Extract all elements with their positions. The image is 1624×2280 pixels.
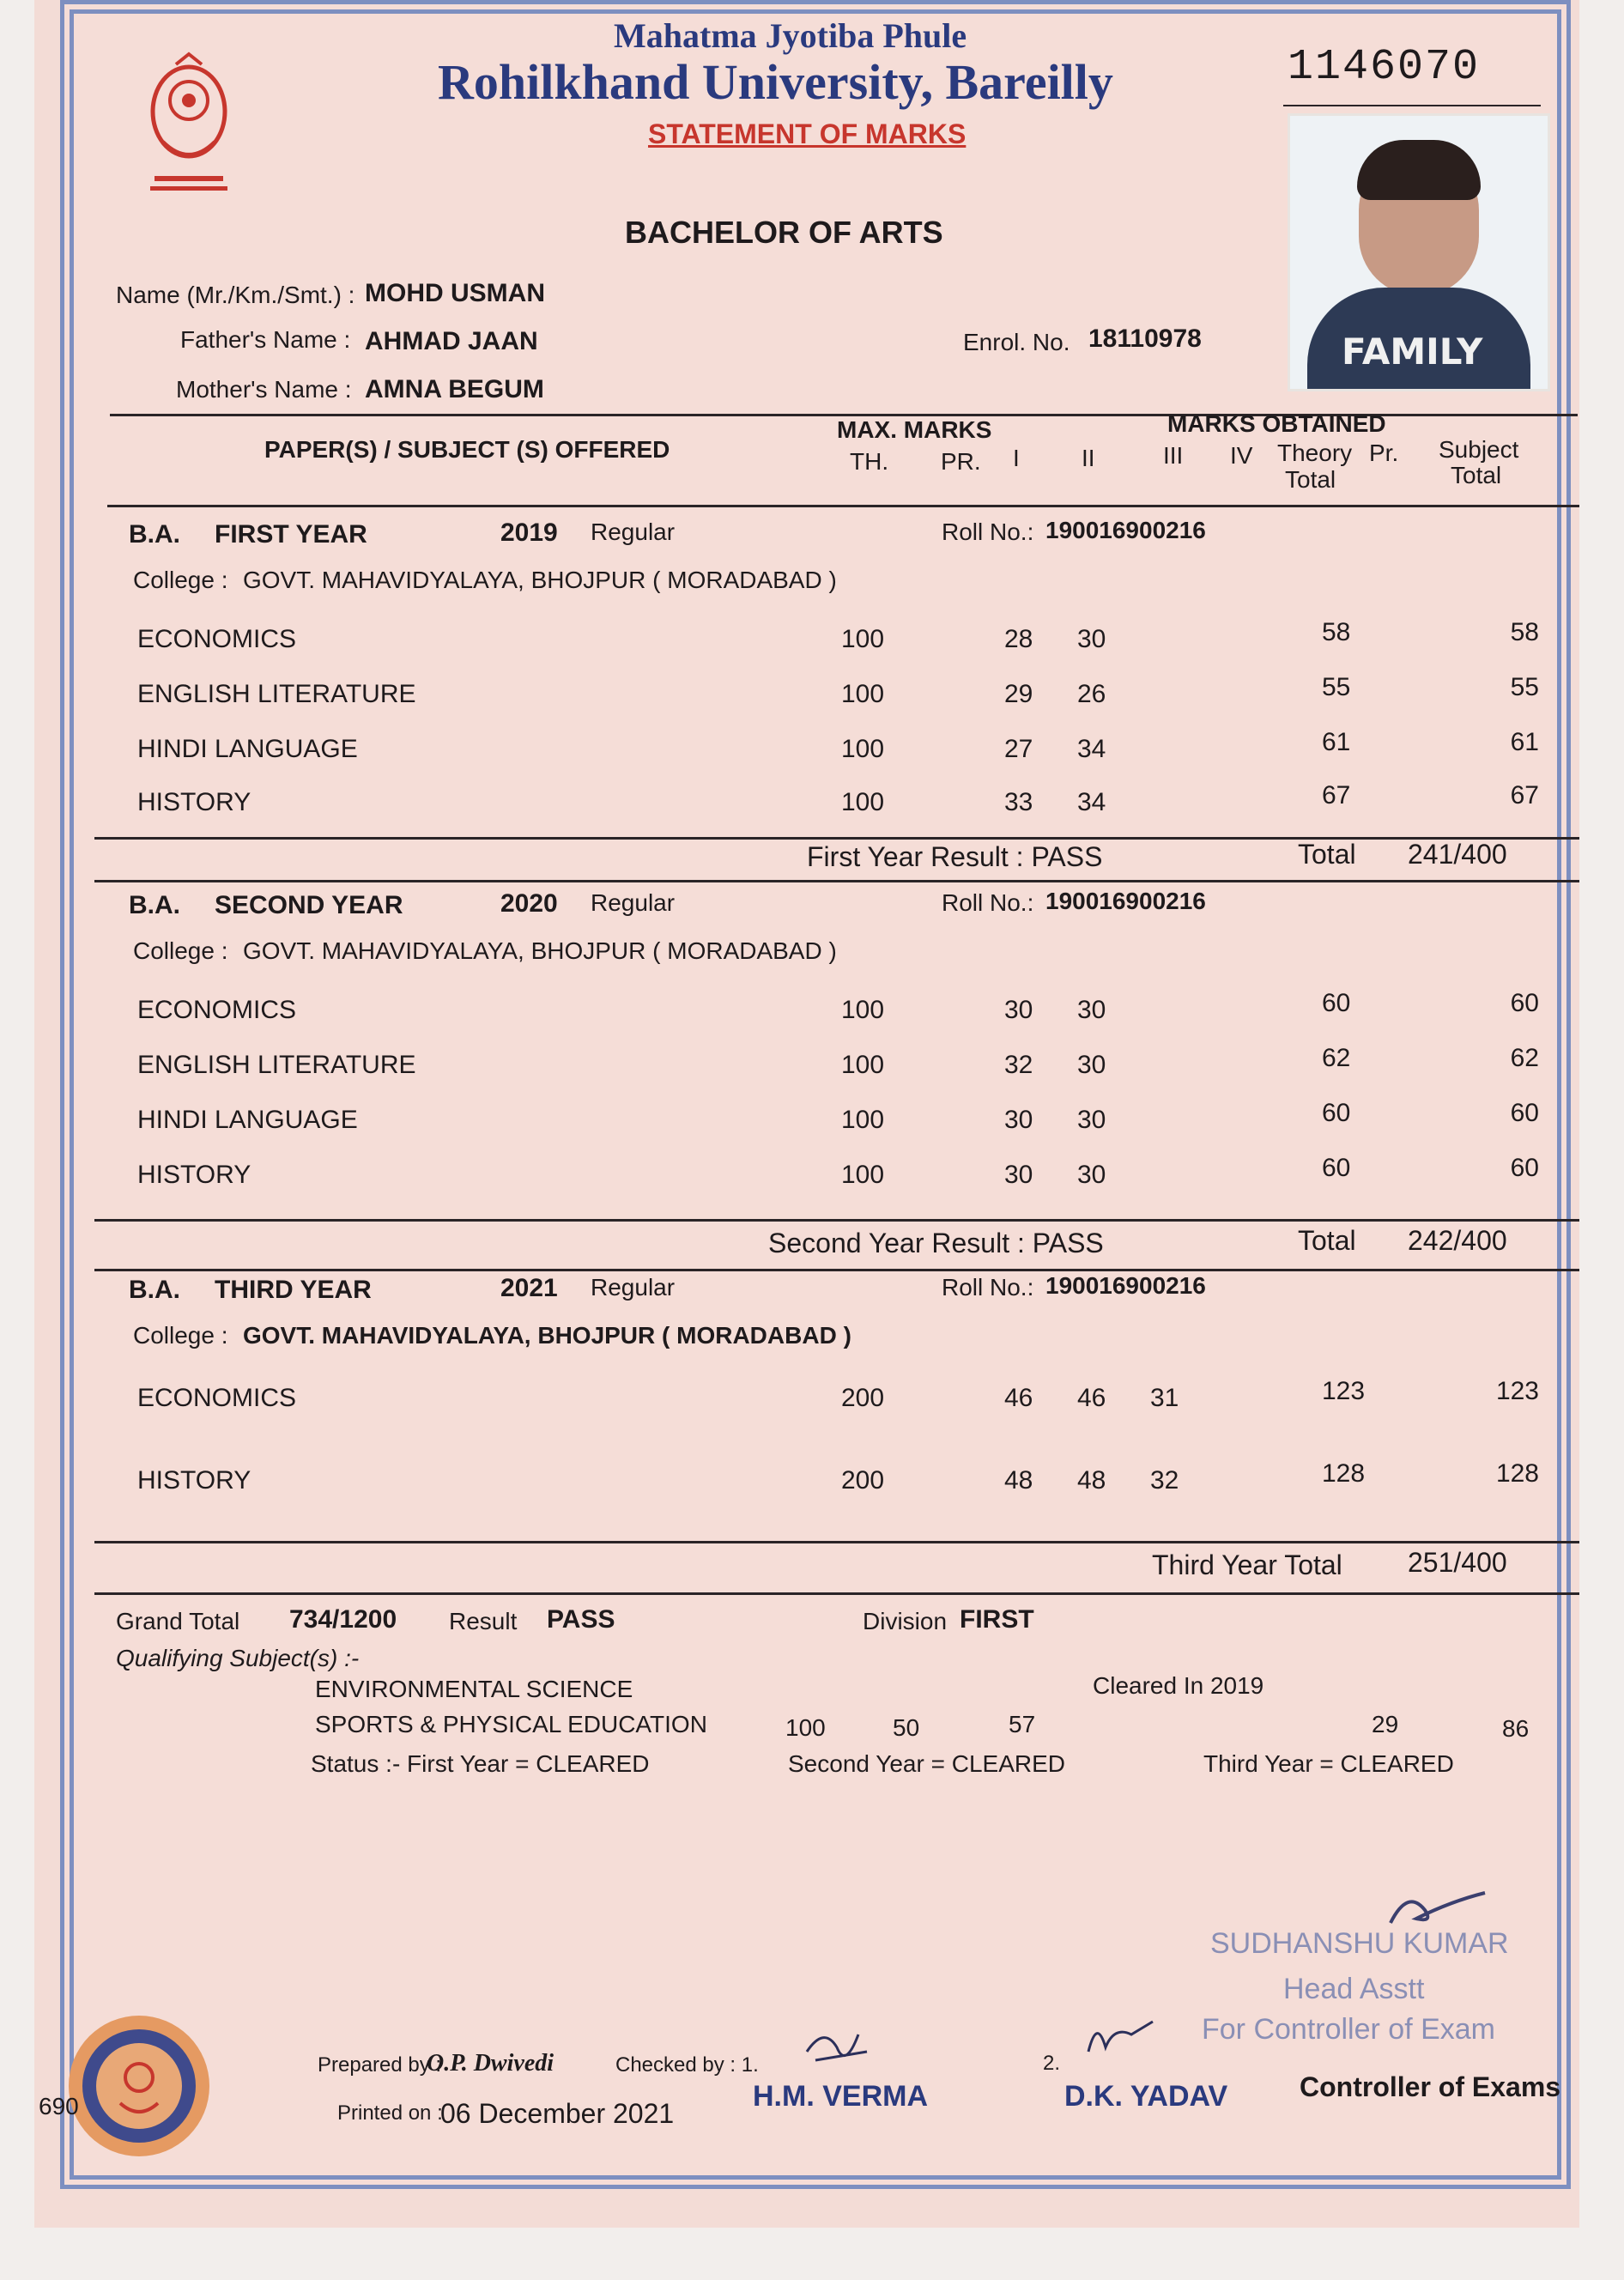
subject-mark-i: 33 — [1004, 788, 1033, 816]
subject-max: 100 — [841, 735, 885, 763]
mother-label: Mother's Name : — [176, 376, 352, 403]
subject-mark-i: 29 — [1004, 680, 1033, 708]
subject-max: 100 — [841, 1161, 885, 1189]
college-name: GOVT. MAHAVIDYALAYA, BHOJPUR ( MORADABAD ) — [243, 1322, 851, 1349]
q2-marks-c: 29 — [1372, 1711, 1399, 1737]
subject-theory-total: 67 — [1322, 781, 1351, 810]
checker-2-number: 2. — [1043, 2052, 1061, 2075]
subject-theory-total: 58 — [1322, 618, 1351, 646]
roll-number: 190016900216 — [1045, 888, 1206, 914]
stamp-office: For Controller of Exam — [1202, 2013, 1495, 2046]
subject-mark-i: 28 — [1004, 625, 1033, 653]
subject-mark-i: 48 — [1004, 1466, 1033, 1495]
year-course: B.A. — [129, 520, 180, 549]
stamp-name: SUDHANSHU KUMAR — [1210, 1927, 1509, 1960]
section-rule — [94, 837, 1579, 840]
subject-max: 100 — [841, 996, 885, 1024]
roll-number: 190016900216 — [1045, 1272, 1206, 1299]
year-total-label: Total — [1298, 839, 1356, 870]
subject-mark-ii: 30 — [1077, 996, 1106, 1024]
university-name: Rohilkhand University, Bareilly — [438, 54, 1113, 110]
roll-label: Roll No.: — [942, 518, 1034, 545]
printed-date: 06 December 2021 — [440, 2098, 675, 2129]
controller-of-exams: Controller of Exams — [1300, 2071, 1561, 2102]
subject-mark-ii: 30 — [1077, 1161, 1106, 1189]
serial-number: 1146070 — [1288, 43, 1481, 92]
college-label: College : — [133, 937, 228, 964]
university-logo-icon — [133, 47, 245, 197]
year-total-label: Total — [1298, 1225, 1356, 1256]
qualifying-label: Qualifying Subject(s) :- — [116, 1645, 360, 1671]
subject-mark-ii: 48 — [1077, 1466, 1106, 1495]
subject-name: HISTORY — [137, 1466, 251, 1495]
subject-mark-i: 30 — [1004, 996, 1033, 1024]
subject-total: 67 — [1510, 781, 1539, 810]
subject-name: ENGLISH LITERATURE — [137, 1051, 416, 1079]
father-name: AHMAD JAAN — [365, 327, 538, 355]
year-total: 242/400 — [1408, 1225, 1507, 1256]
col-ii: II — [1082, 445, 1095, 471]
q2-marks-a: 50 — [893, 1714, 920, 1741]
qualifying-1-cleared: Cleared In 2019 — [1093, 1672, 1264, 1699]
year-session: 2020 — [500, 889, 558, 918]
grand-total-label: Grand Total — [116, 1608, 240, 1634]
enrol-number: 18110978 — [1088, 324, 1202, 353]
year-name: SECOND YEAR — [215, 891, 403, 919]
status-first-year: Status :- First Year = CLEARED — [311, 1750, 650, 1777]
subject-total: 61 — [1510, 728, 1539, 756]
mother-name: AMNA BEGUM — [365, 375, 544, 403]
subject-name: ECONOMICS — [137, 996, 297, 1024]
checker-1: H.M. VERMA — [753, 2080, 928, 2113]
col-i: I — [1013, 445, 1020, 471]
subject-theory-total: 123 — [1322, 1377, 1366, 1405]
prepared-label: Prepared by : — [318, 2053, 442, 2077]
col-max-marks: MAX. MARKS — [837, 416, 992, 443]
college-name: GOVT. MAHAVIDYALAYA, BHOJPUR ( MORADABAD ) — [243, 567, 837, 593]
year-result: Second Year Result : PASS — [768, 1228, 1104, 1258]
roll-label: Roll No.: — [942, 889, 1034, 916]
document-title: STATEMENT OF MARKS — [648, 118, 967, 149]
result-label: Result — [449, 1608, 518, 1634]
subject-theory-total: 55 — [1322, 673, 1351, 701]
year-result: Third Year Total — [1152, 1549, 1342, 1580]
degree-title: BACHELOR OF ARTS — [625, 215, 943, 250]
subject-name: HISTORY — [137, 1161, 251, 1189]
year-result: First Year Result : PASS — [807, 841, 1103, 872]
subject-total: 58 — [1510, 618, 1539, 646]
qualifying-subject-2: SPORTS & PHYSICAL EDUCATION — [315, 1711, 707, 1737]
subject-theory-total: 60 — [1322, 1099, 1351, 1127]
enrol-label: Enrol. No. — [963, 329, 1070, 355]
subject-max: 100 — [841, 1051, 885, 1079]
roll-number: 190016900216 — [1045, 517, 1206, 543]
father-label: Father's Name : — [180, 326, 351, 353]
university-seal-icon — [62, 2009, 216, 2163]
subject-name: HINDI LANGUAGE — [137, 1106, 358, 1134]
subject-theory-total: 128 — [1322, 1459, 1366, 1488]
subject-mark-ii: 30 — [1077, 1106, 1106, 1134]
col-theory-total: Total — [1285, 466, 1336, 493]
roll-label: Roll No.: — [942, 1274, 1034, 1301]
subject-mark-ii: 26 — [1077, 680, 1106, 708]
header-line1: Mahatma Jyotiba Phule — [614, 16, 967, 55]
section-rule — [94, 1269, 1579, 1271]
subject-mark-iii: 32 — [1150, 1466, 1179, 1495]
subject-mark-i: 30 — [1004, 1106, 1033, 1134]
section-rule — [94, 880, 1579, 882]
year-total: 241/400 — [1408, 839, 1507, 870]
col-subject: Subject — [1439, 436, 1519, 463]
stamp-designation: Head Asstt — [1283, 1973, 1425, 2005]
name-label: Name (Mr./Km./Smt.) : — [116, 282, 355, 308]
year-session: 2019 — [500, 518, 558, 547]
subject-mark-ii: 30 — [1077, 1051, 1106, 1079]
subject-total: 60 — [1510, 989, 1539, 1017]
col-theory: Theory — [1277, 440, 1353, 466]
subject-total: 55 — [1510, 673, 1539, 701]
subject-total: 60 — [1510, 1154, 1539, 1182]
subject-name: ECONOMICS — [137, 1384, 297, 1412]
col-subject-total: Total — [1451, 462, 1502, 488]
q2-marks-d: 86 — [1502, 1715, 1530, 1742]
q2-max: 100 — [785, 1714, 826, 1741]
subject-max: 200 — [841, 1466, 885, 1495]
subject-theory-total: 60 — [1322, 989, 1351, 1017]
subject-name: ECONOMICS — [137, 625, 297, 653]
col-iv: IV — [1230, 442, 1253, 469]
subject-name: HINDI LANGUAGE — [137, 735, 358, 763]
subject-max: 100 — [841, 1106, 885, 1134]
subject-mark-iii: 31 — [1150, 1384, 1179, 1412]
year-course: B.A. — [129, 891, 180, 919]
year-mode: Regular — [591, 518, 676, 545]
section-rule — [94, 1219, 1579, 1222]
printed-label: Printed on : — [337, 2101, 443, 2125]
year-mode: Regular — [591, 1274, 676, 1301]
prepared-by: O.P. Dwivedi — [427, 2050, 554, 2077]
subject-total: 123 — [1495, 1377, 1539, 1405]
subject-theory-total: 60 — [1322, 1154, 1351, 1182]
division: FIRST — [960, 1605, 1034, 1634]
subject-mark-ii: 34 — [1077, 788, 1106, 816]
subject-max: 200 — [841, 1384, 885, 1412]
final-result: PASS — [547, 1605, 615, 1634]
verma-signature-icon — [798, 2017, 876, 2077]
status-third-year: Third Year = CLEARED — [1203, 1750, 1454, 1777]
status-second-year: Second Year = CLEARED — [788, 1750, 1065, 1777]
subject-total: 60 — [1510, 1099, 1539, 1127]
subject-mark-i: 27 — [1004, 735, 1033, 763]
year-course: B.A. — [129, 1276, 180, 1304]
college-name: GOVT. MAHAVIDYALAYA, BHOJPUR ( MORADABAD ) — [243, 937, 837, 964]
subject-mark-ii: 30 — [1077, 625, 1106, 653]
checker-2: D.K. YADAV — [1064, 2080, 1228, 2113]
col-pr2: Pr. — [1369, 440, 1399, 466]
year-mode: Regular — [591, 889, 676, 916]
subject-mark-i: 32 — [1004, 1051, 1033, 1079]
subject-total: 62 — [1510, 1044, 1539, 1072]
year-name: THIRD YEAR — [215, 1276, 372, 1304]
yadav-signature-icon — [1080, 2009, 1157, 2069]
subject-max: 100 — [841, 625, 885, 653]
student-name: MOHD USMAN — [365, 279, 545, 307]
subject-mark-ii: 46 — [1077, 1384, 1106, 1412]
col-iii: III — [1163, 442, 1184, 469]
subject-name: HISTORY — [137, 788, 251, 816]
subject-mark-i: 30 — [1004, 1161, 1033, 1189]
section-rule — [94, 1541, 1579, 1543]
col-subjects: PAPER(S) / SUBJECT (S) OFFERED — [264, 436, 670, 463]
year-name: FIRST YEAR — [215, 520, 367, 549]
photo-shirt-text: FAMILY — [1342, 330, 1483, 373]
college-label: College : — [133, 1322, 228, 1349]
subject-name: ENGLISH LITERATURE — [137, 680, 416, 708]
margin-number: 690 — [39, 2093, 79, 2119]
year-total: 251/400 — [1408, 1547, 1507, 1578]
col-marks-obtained: MARKS OBTAINED — [1167, 410, 1386, 437]
qualifying-subject-1: ENVIRONMENTAL SCIENCE — [315, 1676, 633, 1702]
subject-mark-ii: 34 — [1077, 735, 1106, 763]
college-label: College : — [133, 567, 228, 593]
section-rule — [94, 1592, 1579, 1595]
year-session: 2021 — [500, 1274, 558, 1302]
student-photo — [1288, 113, 1550, 391]
col-pr: PR. — [941, 448, 981, 475]
subject-total: 128 — [1495, 1459, 1539, 1488]
subject-mark-i: 46 — [1004, 1384, 1033, 1412]
q2-marks-b: 57 — [1009, 1711, 1036, 1737]
subject-theory-total: 62 — [1322, 1044, 1351, 1072]
subject-theory-total: 61 — [1322, 728, 1351, 756]
division-label: Division — [863, 1608, 948, 1634]
subject-max: 100 — [841, 680, 885, 708]
grand-total: 734/1200 — [289, 1605, 397, 1634]
checked-label: Checked by : 1. — [615, 2053, 759, 2077]
col-th: TH. — [850, 448, 889, 475]
subject-max: 100 — [841, 788, 885, 816]
